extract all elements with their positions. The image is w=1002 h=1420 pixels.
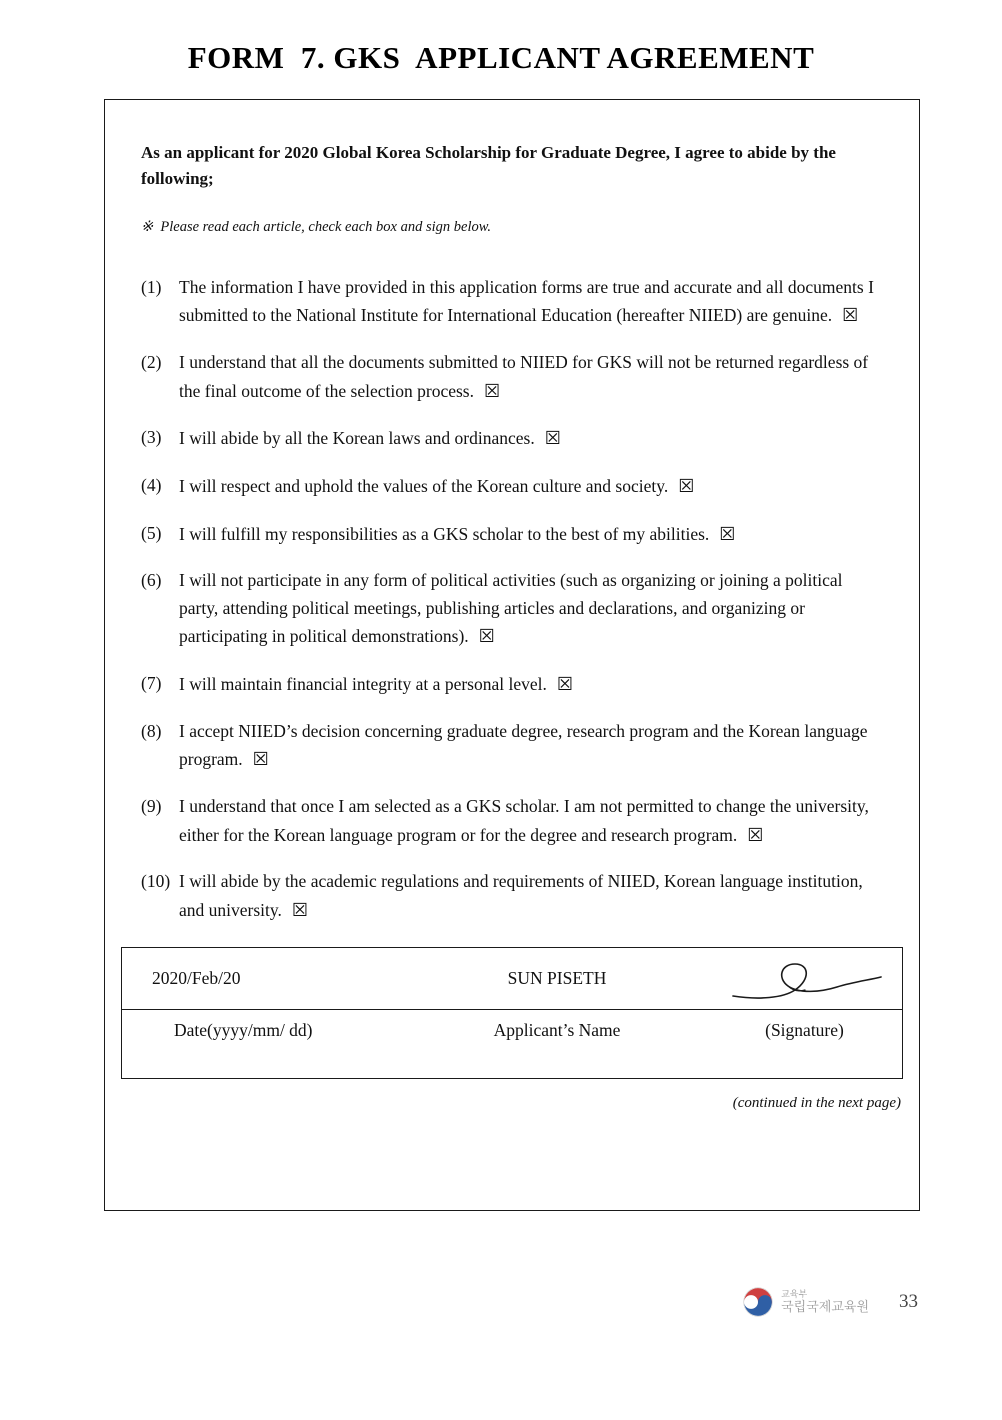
item-body bbox=[179, 472, 881, 501]
item-body bbox=[179, 274, 881, 330]
signature-image bbox=[725, 954, 885, 1010]
agreement-item bbox=[141, 520, 881, 549]
item-number: (2) bbox=[141, 351, 162, 372]
checkbox-checked-icon[interactable]: ☒ bbox=[747, 824, 764, 845]
item-text: I accept NIIED’s decision concerning graduate degree, research program and the Korean language program. bbox=[179, 720, 868, 770]
checkbox-checked-icon[interactable]: ☒ bbox=[478, 626, 495, 647]
page-number: 33 bbox=[899, 1291, 918, 1312]
agreement-item bbox=[141, 567, 881, 651]
item-body bbox=[179, 520, 881, 549]
item-number: (7) bbox=[141, 673, 162, 694]
agreement-item bbox=[141, 472, 881, 501]
item-text: The information I have provided in this application forms are true and accurate and all documents I submitted to the National Institute for International Education (hereafter NIIED) are genuine. bbox=[179, 276, 874, 326]
item-body bbox=[179, 670, 881, 699]
item-body bbox=[179, 718, 881, 774]
item-body bbox=[179, 868, 881, 924]
date-label: Date(yyyy/mm/ dd) bbox=[174, 1019, 313, 1040]
item-number: (6) bbox=[141, 570, 162, 591]
item-number: (5) bbox=[141, 522, 162, 543]
item-number: (10) bbox=[141, 871, 171, 892]
applicant-name-label: Applicant’s Name bbox=[493, 1019, 621, 1040]
checkbox-checked-icon[interactable]: ☒ bbox=[556, 674, 573, 695]
footer bbox=[742, 1286, 918, 1318]
agreement-item bbox=[141, 718, 881, 774]
agreement-box bbox=[104, 99, 920, 1211]
checkbox-checked-icon[interactable]: ☒ bbox=[719, 523, 736, 544]
checkbox-checked-icon[interactable]: ☒ bbox=[291, 899, 309, 920]
signature-cell bbox=[707, 960, 902, 996]
item-text: I understand that all the documents submitted to NIIED for GKS will not be returned regardless of the final outcome of the selection process. bbox=[179, 351, 869, 401]
page-title: FORM 7. GKS APPLICANT AGREEMENT bbox=[187, 40, 815, 75]
item-text: I will fulfill my responsibilities as a GKS scholar to the best of my abilities. bbox=[179, 523, 710, 544]
item-number: (1) bbox=[141, 276, 162, 297]
agreement-item bbox=[141, 424, 881, 453]
item-body bbox=[179, 349, 881, 405]
date-value: 2020/Feb/20 bbox=[152, 967, 241, 988]
agreement-intro: As an applicant for 2020 Global Korea Scholarship for Graduate Degree, I agree to abide by the following; bbox=[141, 143, 836, 189]
agreement-item bbox=[141, 274, 881, 330]
item-body bbox=[179, 793, 881, 849]
ministry-label: 교육부 bbox=[781, 1289, 808, 1300]
item-body bbox=[179, 424, 881, 453]
agreement-item bbox=[141, 670, 881, 699]
niied-logo-text bbox=[781, 1289, 869, 1314]
item-text: I will abide by all the Korean laws and ordinances. bbox=[179, 428, 535, 449]
item-number: (3) bbox=[141, 427, 162, 448]
niied-logo-icon bbox=[742, 1286, 774, 1318]
signature-values-row bbox=[122, 948, 902, 1010]
signature-table bbox=[121, 947, 903, 1079]
item-number: (8) bbox=[141, 720, 162, 741]
checkbox-checked-icon[interactable]: ☒ bbox=[678, 475, 695, 496]
item-number: (4) bbox=[141, 474, 162, 495]
checkbox-checked-icon[interactable]: ☒ bbox=[842, 305, 859, 326]
item-text: I will maintain financial integrity at a personal level. bbox=[179, 674, 547, 695]
checkbox-checked-icon[interactable]: ☒ bbox=[544, 428, 561, 449]
continued-note: (continued in the next page) bbox=[732, 1094, 901, 1111]
institute-label: 국립국제교육원 bbox=[781, 1298, 869, 1314]
agreement-content bbox=[105, 100, 919, 1112]
item-text: I will respect and uphold the values of the Korean culture and society. bbox=[179, 475, 669, 496]
item-text: I will abide by the academic regulations and requirements of NIIED, Korean language institution, and university. bbox=[179, 871, 863, 920]
agreement-note: ※ Please read each article, check each box and sign below. bbox=[141, 218, 491, 235]
item-text: I understand that once I am selected as a GKS scholar. I am not permitted to change the university, either for the Korean language program or for the degree and research program. bbox=[179, 796, 869, 845]
item-text: I will not participate in any form of political activities (such as organizing or joining a political party, attending political meetings, publishing articles and declarations, and organizing or participating in political demonstrations). bbox=[179, 570, 843, 647]
item-number: (9) bbox=[141, 796, 162, 817]
checkbox-checked-icon[interactable]: ☒ bbox=[252, 749, 269, 770]
agreement-item bbox=[141, 793, 881, 849]
signature-labels-row bbox=[122, 1010, 902, 1078]
agreement-item bbox=[141, 868, 881, 924]
checkbox-checked-icon[interactable]: ☒ bbox=[483, 380, 501, 401]
agreement-item bbox=[141, 349, 881, 405]
signature-label: (Signature) bbox=[765, 1019, 844, 1040]
applicant-name-value: SUN PISETH bbox=[507, 967, 607, 988]
agreement-list bbox=[141, 274, 881, 925]
item-body bbox=[179, 567, 881, 651]
